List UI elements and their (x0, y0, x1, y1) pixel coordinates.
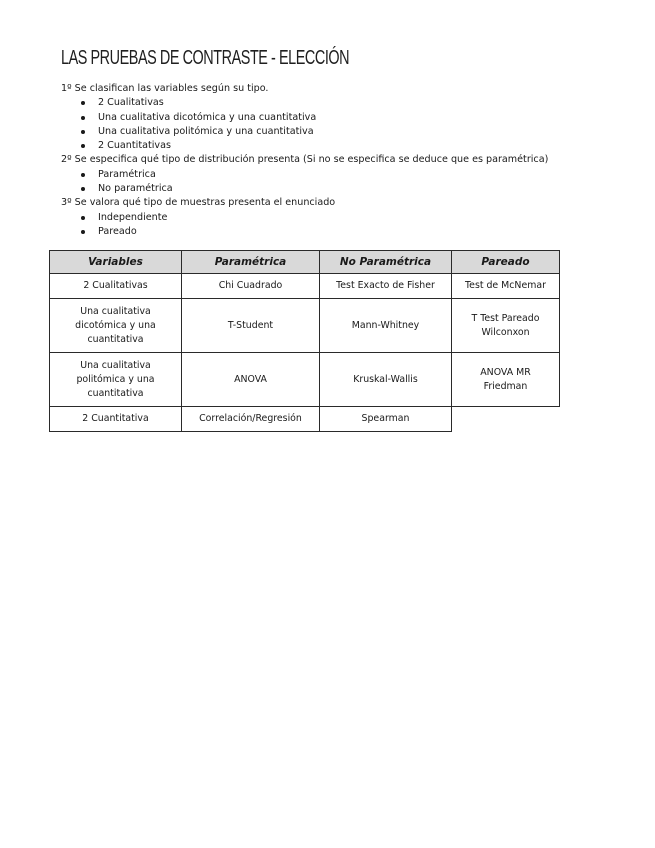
bullet-icon (81, 187, 85, 191)
bullet-icon (81, 216, 85, 220)
cell-no-parametrica: Kruskal-Wallis (320, 353, 452, 407)
bullet-icon (81, 144, 85, 148)
bullet-icon (81, 130, 85, 134)
step-3-list (61, 211, 621, 240)
list-item-label: Independiente (98, 211, 168, 223)
header-variables: Variables (50, 251, 182, 274)
step-1-list (61, 96, 621, 153)
list-item (61, 96, 621, 110)
table-row (50, 274, 560, 299)
cell-variables: Una cualitativa politómica y una cuantitativa (50, 353, 182, 407)
cell-pareado: T Test Pareado Wilconxon (452, 299, 560, 353)
list-item (61, 139, 621, 153)
list-item (61, 125, 621, 139)
contrast-tests-table (49, 250, 560, 432)
cell-pareado-empty (452, 407, 560, 432)
table-row (50, 299, 560, 353)
list-item-label: 2 Cuantitativas (98, 140, 171, 152)
cell-pareado: Test de McNemar (452, 274, 560, 299)
cell-parametrica: ANOVA (182, 353, 320, 407)
cell-parametrica: Chi Cuadrado (182, 274, 320, 299)
table-row (50, 407, 560, 432)
list-item-label: Paramétrica (98, 168, 156, 180)
list-item-label: Una cualitativa politómica y una cuantitativa (98, 125, 314, 137)
bullet-icon (81, 173, 85, 177)
step-2-list (61, 168, 621, 197)
cell-no-parametrica: Mann-Whitney (320, 299, 452, 353)
cell-no-parametrica: Test Exacto de Fisher (320, 274, 452, 299)
list-item (61, 168, 621, 182)
bullet-icon (81, 101, 85, 105)
list-item (61, 111, 621, 125)
cell-pareado: ANOVA MR Friedman (452, 353, 560, 407)
table-row (50, 353, 560, 407)
page-title: LAS PRUEBAS DE CONTRASTE - ELECCIÓN (61, 47, 350, 69)
list-item-label: 2 Cualitativas (98, 97, 164, 109)
list-item-label: No paramétrica (98, 183, 173, 195)
header-pareado: Pareado (452, 251, 560, 274)
cell-parametrica: T-Student (182, 299, 320, 353)
header-parametrica: Paramétrica (182, 251, 320, 274)
list-item-label: Una cualitativa dicotómica y una cuantitativa (98, 111, 317, 123)
list-item-label: Pareado (98, 225, 137, 237)
cell-variables: Una cualitativa dicotómica y una cuantitativa (50, 299, 182, 353)
list-item (61, 182, 621, 196)
list-item (61, 225, 621, 239)
header-no-parametrica: No Paramétrica (320, 251, 452, 274)
step-1-text: 1º Se clasifican las variables según su tipo. (61, 83, 269, 94)
list-item (61, 211, 621, 225)
table-header-row (50, 251, 560, 274)
cell-no-parametrica: Spearman (320, 407, 452, 432)
document-page (61, 44, 621, 239)
step-2-text: 2º Se especifica qué tipo de distribución presenta (Si no se especifica se deduce que es paramétrica) (61, 154, 549, 166)
cell-variables: 2 Cualitativas (50, 274, 182, 299)
bullet-icon (81, 230, 85, 234)
bullet-icon (81, 116, 85, 120)
step-3-text: 3º Se valora qué tipo de muestras presenta el enunciado (61, 197, 336, 209)
cell-parametrica: Correlación/Regresión (182, 407, 320, 432)
cell-variables: 2 Cuantitativa (50, 407, 182, 432)
